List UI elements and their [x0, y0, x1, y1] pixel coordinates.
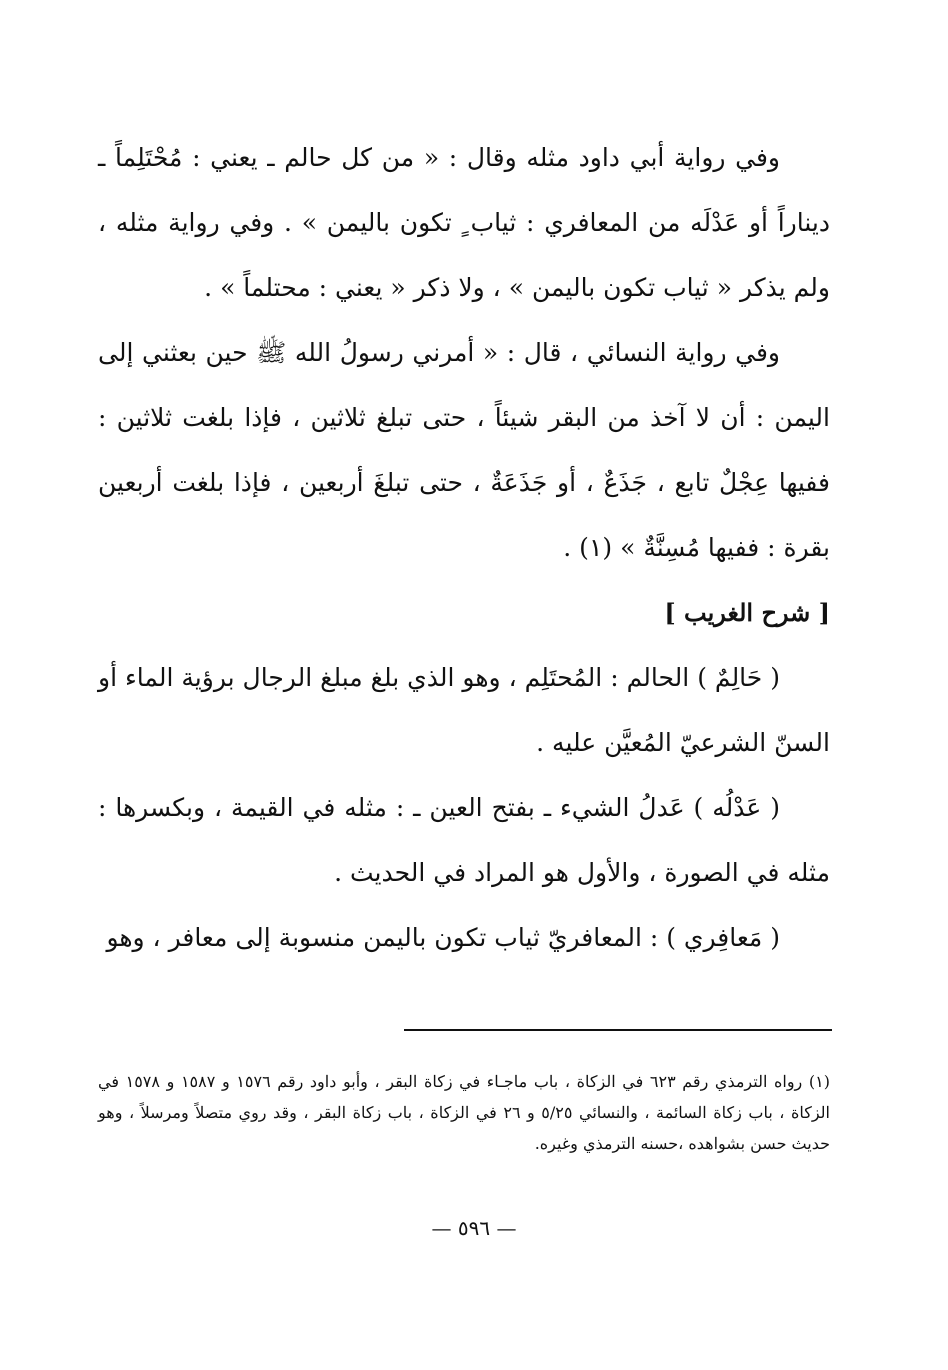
section-heading: [ شرح الغريب ]: [664, 598, 830, 627]
glossary-entry-halim: ( حَالِمٌ ) الحالم : المُحتَلِم ، وهو الذي بلغ مبلغ الرجال برؤية الماء أو السنّ الشرعيّ المُعيَّن عليه .: [98, 663, 830, 757]
footnote-divider: [404, 1029, 832, 1031]
footnote-1: (١) رواه الترمذي رقم ٦٢٣ في الزكاة ، باب ماجـاء في زكاة البقر ، وأبو داود رقم ١٥٧٦ و ١٥٨٧ و ١٥٧٨ في الزكاة ، باب زكاة السائمة ، والنسائي ٥/٢٥ و ٢٦ في الزكاة ، باب زكاة البقر ، وقد روي متصلاً ومرسلاً ، وهو حديث حسن بشواهده ،حسنه الترمذي وغيره.: [98, 1072, 830, 1153]
glossary-entry-maafiri: ( مَعافِري ) : المعافريّ ثياب تكون باليمن منسوبة إلى معافر ، وهو: [106, 923, 780, 952]
glossary-entry-adlah: ( عَدْلُه ) عَدلُ الشيء ـ بفتح العين ـ : مثله في القيمة ، وبكسرها : مثله في الصورة ، والأول هو المراد في الحديث .: [98, 793, 830, 887]
main-text: [98, 125, 830, 970]
paragraph-nasai: وفي رواية النسائي ، قال : « أمرني رسولُ الله ﷺ حين بعثني إلى اليمن : أن لا آخذ من البقر شيئاً ، حتى تبلغ ثلاثين ، فإذا بلغت ثلاثين : ففيها عِجْلٌ تابع ، جَذَعٌ ، أو جَذَعَةٌ ، حتى تبلغَ أربعين ، فإذا بلغت أربعين بقرة : ففيها مُسِنَّةٌ » (١) .: [98, 338, 830, 562]
paragraph-abu-dawud: وفي رواية أبي داود مثله وقال : « من كل حالم ـ يعني : مُحْتَلِماً ـ ديناراً أو عَدْلَه من المعافري : ثياب ٍ تكون باليمن » . وفي رواية مثله ، ولم يذكر « ثياب تكون باليمن » ، ولا ذكر « يعني : محتلماً » .: [98, 143, 830, 302]
footnotes: [98, 1066, 830, 1159]
page-number: — ٥٩٦ —: [431, 1216, 517, 1240]
